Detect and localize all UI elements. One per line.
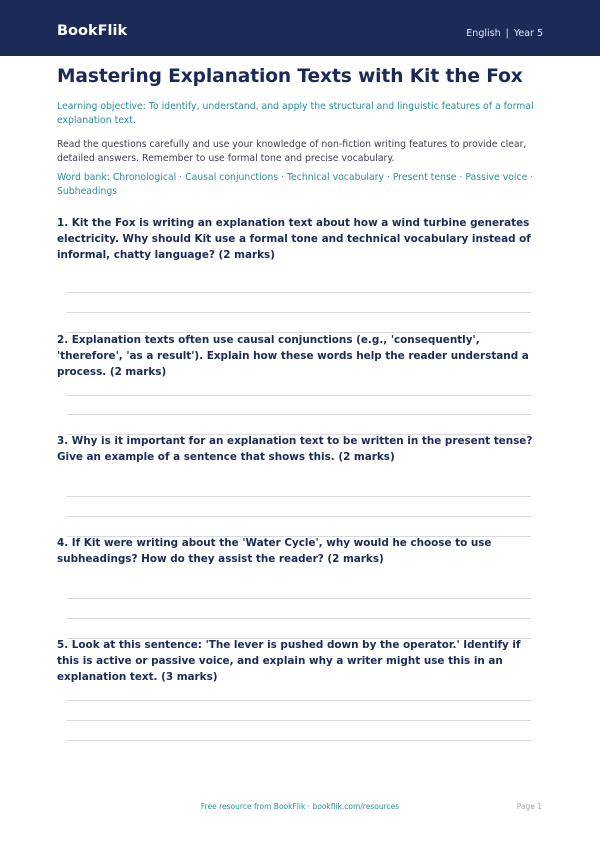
brand-logo: BookFlik [57, 23, 128, 39]
question-1: 1. Kit the Fox is writing an explanation text about how a wind turbine generates electricity. Why should Kit use a formal tone and technical vocabulary instead of informal, chatty language? (2 marks) [57, 217, 531, 261]
answer-line[interactable] [67, 395, 531, 396]
header-bar [0, 0, 600, 56]
answer-line[interactable] [67, 618, 531, 619]
page-number: Page 1 [516, 802, 542, 811]
answer-line[interactable] [67, 516, 531, 517]
answer-line[interactable] [67, 720, 531, 721]
subject-label: English [466, 28, 501, 39]
question-2: 2. Explanation texts often use causal conjunctions (e.g., 'consequently', 'therefore', 'as a result'). Explain how these words help the reader understand a process. (2 marks) [57, 334, 529, 378]
subject-year [466, 28, 543, 39]
footer-credit[interactable]: Free resource from BookFlik · bookflik.com/resources [200, 802, 400, 811]
learning-objective: Learning objective: To identify, understand, and apply the structural and linguistic features of a formal explanation text. [57, 101, 534, 126]
answer-line[interactable] [67, 740, 531, 741]
answer-line[interactable] [67, 414, 531, 415]
answer-line[interactable] [67, 598, 531, 599]
year-label: Year 5 [513, 28, 543, 39]
answer-line[interactable] [67, 496, 531, 497]
answer-line[interactable] [67, 292, 531, 293]
meta-separator: | [505, 28, 509, 39]
page-title: Mastering Explanation Texts with Kit the Fox [57, 66, 523, 87]
question-3: 3. Why is it important for an explanation text to be written in the present tense? Give an example of a sentence that shows this. (2 marks) [57, 435, 533, 463]
answer-line[interactable] [67, 312, 531, 313]
word-bank: Word bank: Chronological · Causal conjunctions · Technical vocabulary · Present tense · Passive voice · Subheadings [57, 172, 534, 197]
question-4: 4. If Kit were writing about the 'Water Cycle', why would he choose to use subheadings? How do they assist the reader? (2 marks) [57, 537, 492, 565]
question-5: 5. Look at this sentence: 'The lever is pushed down by the operator.' Identify if this is active or passive voice, and explain why a writer might use this in an explanation text. (3 marks) [57, 639, 521, 683]
instructions: Read the questions carefully and use your knowledge of non-fiction writing features to provide clear, detailed answers. Remember to use formal tone and precise vocabulary. [57, 139, 527, 164]
answer-line[interactable] [67, 700, 531, 701]
